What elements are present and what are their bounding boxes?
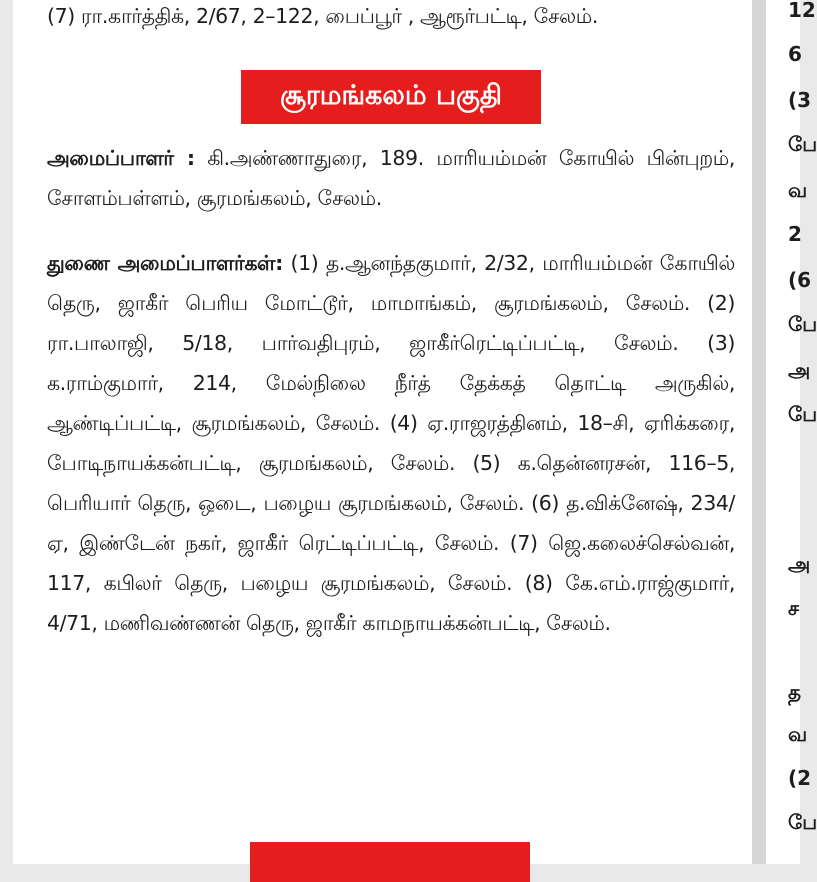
next-col-fragment: 2 (788, 222, 802, 246)
deputies-paragraph (47, 243, 735, 643)
next-col-fragment: 12 (788, 0, 816, 22)
organizer-text: கி.அண்ணாதுரை, 189. மாரியம்மன் கோயில் பின்புறம், சோளம்பள்ளம், சூரமங்கலம், சேலம். (47, 146, 736, 210)
next-col-fragment: பே (788, 132, 817, 156)
next-col-fragment: பே (788, 810, 817, 834)
next-col-fragment: (3 (788, 88, 812, 112)
section-title: சூரமங்கலம் பகுதி (241, 70, 541, 124)
deputies-text: (1) த.ஆனந்தகுமார், 2/32, மாரியம்மன் கோயில் தெரு, ஜாகீர் பெரிய மோட்டூர், மாமாங்கம், சூரமங்கலம், சேலம். (2) ரா.பாலாஜி, 5/18, பார்வதிபுரம், ஜாகீர்ரெட்டிப்பட்டி, சேலம். (3) க.ராம்குமார், 214, மேல்நிலை நீர்த் தேக்கத் தொட்டி அருகில், ஆண்டிப்பட்டி, சூரமங்கலம், சேலம். (4) ஏ.ராஜரத்தினம், 18–சி, ஏரிக்கரை, போடிநாயக்கன்பட்டி, சூரமங்கலம், சேலம். (5) க.தென்னரசன், 116–5, பெரியார் தெரு, ஒடை, பழைய சூரமங்கலம், சேலம். (6) த.விக்னேஷ், 234/ஏ, இண்டேன் நகர், ஜாகீர் ரெட்டிப்பட்டி, சேலம். (7) ஜெ.கலைச்செல்வன், 117, கபிலர் தெரு, பழைய சூரமங்கலம், சேலம். (8) கே.எம்.ராஜ்குமார், 4/71, மணிவண்ணன் தெரு, ஜாகீர் காமநாயக்கன்பட்டி, சேலம். (47, 251, 736, 635)
next-col-fragment: அ (788, 552, 811, 576)
next-col-fragment: வ (788, 722, 808, 746)
next-col-fragment: வ (788, 178, 808, 202)
next-col-fragment: பே (788, 312, 817, 336)
next-col-fragment: பே (788, 402, 817, 426)
organizer-paragraph (47, 138, 735, 218)
next-col-fragment: (6 (788, 268, 812, 292)
deputies-label: துணை அமைப்பாளர்கள்: (47, 251, 283, 275)
column-divider (752, 0, 766, 864)
next-col-fragment: (2 (788, 766, 812, 790)
previous-entry-line: (7) ரா.கார்த்திக், 2/67, 2–122, பைப்பூர் , ஆரூர்பட்டி, சேலம். (47, 4, 598, 28)
next-col-fragment: அ (788, 358, 811, 382)
organizer-label: அமைப்பாளர் : (47, 146, 195, 170)
next-col-fragment: 6 (788, 42, 802, 66)
next-col-fragment: த (788, 680, 802, 704)
next-section-banner (250, 842, 530, 882)
next-col-fragment: ச (788, 596, 800, 620)
